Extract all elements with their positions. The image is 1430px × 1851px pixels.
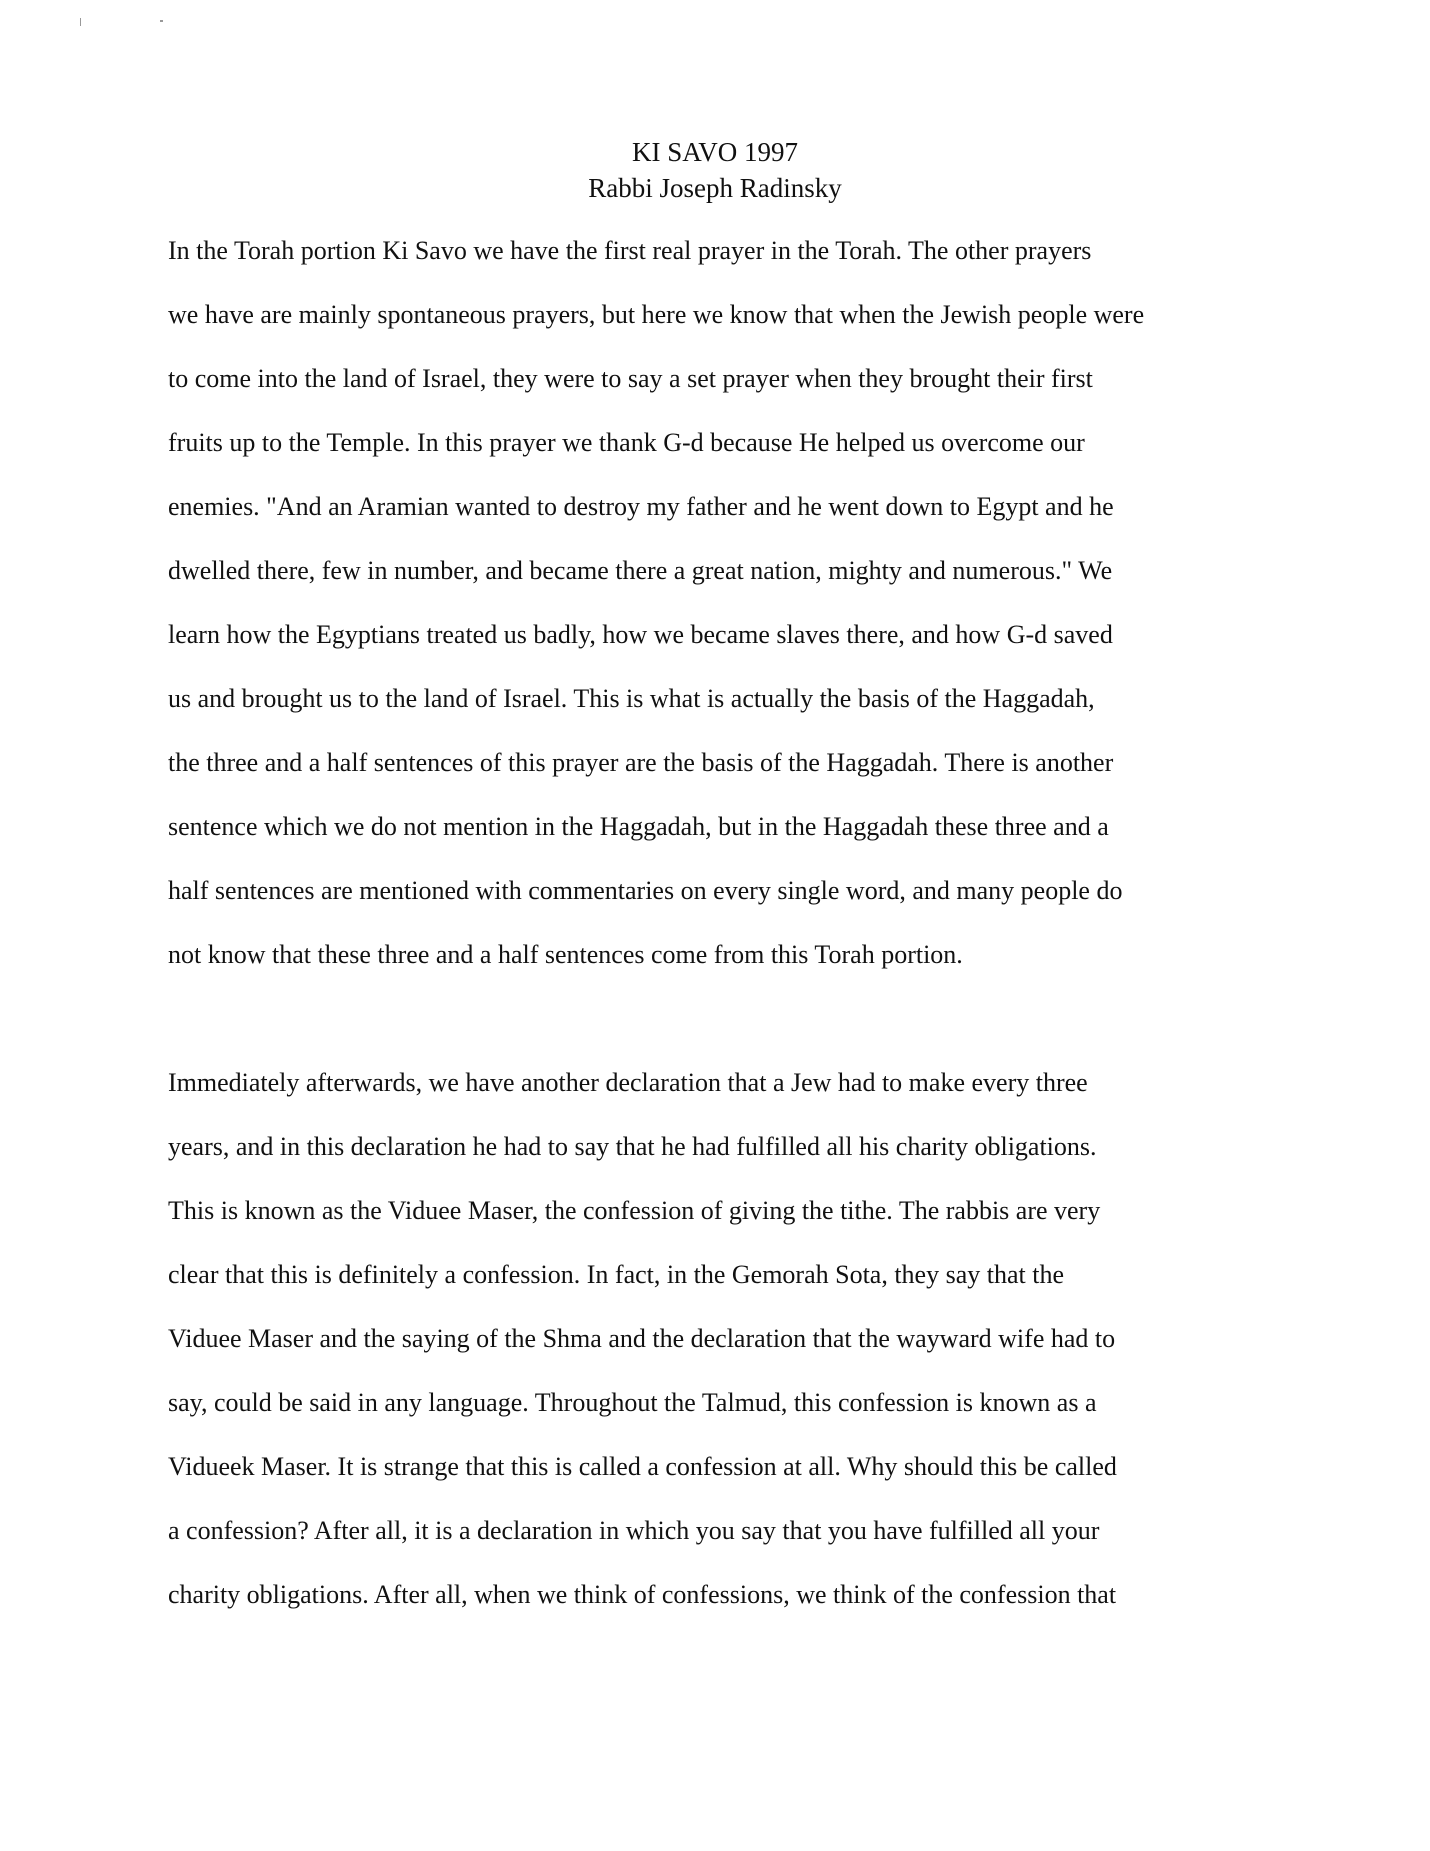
text-line: half sentences are mentioned with commentaries on every single word, and many people do (168, 876, 1123, 905)
document-title: KI SAVO 1997 (631, 137, 799, 167)
text-line: This is known as the Viduee Maser, the confession of giving the tithe. The rabbis are very (168, 1196, 1101, 1225)
text-line: learn how the Egyptians treated us badly, how we became slaves there, and how G-d saved (168, 620, 1113, 649)
text-line: we have are mainly spontaneous prayers, but here we know that when the Jewish people were (168, 300, 1145, 329)
text-line: a confession? After all, it is a declaration in which you say that you have fulfilled all your (168, 1516, 1100, 1545)
text-line: years, and in this declaration he had to say that he had fulfilled all his charity obligations. (168, 1132, 1097, 1161)
text-line: In the Torah portion Ki Savo we have the first real prayer in the Torah. The other prayers (168, 236, 1092, 265)
text-line: to come into the land of Israel, they were to say a set prayer when they brought their first (168, 364, 1093, 393)
text-line: fruits up to the Temple. In this prayer we thank G-d because He helped us overcome our (168, 428, 1085, 457)
text-line: not know that these three and a half sentences come from this Torah portion. (168, 940, 963, 969)
text-line: Vidueek Maser. It is strange that this is called a confession at all. Why should this be called (168, 1452, 1117, 1481)
text-line: enemies. "And an Aramian wanted to destroy my father and he went down to Egypt and he (168, 492, 1114, 521)
text-line: Immediately afterwards, we have another declaration that a Jew had to make every three (168, 1068, 1088, 1097)
text-line: say, could be said in any language. Throughout the Talmud, this confession is known as a (168, 1388, 1097, 1417)
scan-speck (80, 18, 81, 26)
text-line: clear that this is definitely a confession. In fact, in the Gemorah Sota, they say that the (168, 1260, 1065, 1289)
document-author: Rabbi Joseph Radinsky (588, 173, 842, 203)
text-line: Viduee Maser and the saying of the Shma and the declaration that the wayward wife had to (168, 1324, 1116, 1353)
scan-speck (160, 20, 163, 22)
text-line: us and brought us to the land of Israel. This is what is actually the basis of the Haggadah, (168, 684, 1095, 713)
document-header (0, 134, 1430, 206)
text-line: dwelled there, few in number, and became there a great nation, mighty and numerous." We (168, 556, 1113, 585)
text-line: sentence which we do not mention in the Haggadah, but in the Haggadah these three and a (168, 812, 1109, 841)
text-line: the three and a half sentences of this prayer are the basis of the Haggadah. There is another (168, 748, 1114, 777)
text-line: charity obligations. After all, when we think of confessions, we think of the confession that (168, 1580, 1117, 1609)
